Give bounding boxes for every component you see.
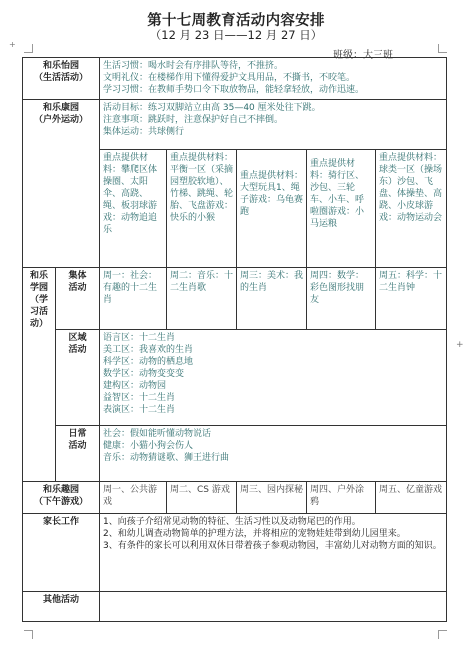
parents-line: 3、有条件的家长可以利用双休日带着孩子参观动物园，丰富幼儿对动物方面的知识。 xyxy=(103,541,442,551)
area-activity-content xyxy=(100,330,447,426)
sports-cell: 重点提供材料：球类一区（操场东）沙包、飞盘、体操垫、高跷、小皮球游戏：动物运动会 xyxy=(376,150,447,268)
sports-cell: 重点提供材料：骑行区、沙包、三轮车、小车、呼啦圈游戏：小马运粮 xyxy=(307,150,376,268)
area-line: 益智区：十二生肖 xyxy=(103,393,176,403)
other-content xyxy=(100,592,447,622)
daily-line: 社会：假如能听懂动物说话 xyxy=(103,429,212,439)
area-line: 语言区：十二生肖 xyxy=(103,333,176,343)
sports-cell: 重点提供材料：平衡一区（采摘园塑胶软地）、竹梯、跳绳、轮胎、飞盘游戏：快乐的小猴 xyxy=(167,150,237,268)
life-header: 和乐怡园 （生活活动） xyxy=(23,58,100,100)
group-activity-cell: 周三：美术：我的生肖 xyxy=(237,268,307,330)
sports-cell: 重点提供材料：大型玩具1、绳子游戏：乌龟赛跑 xyxy=(237,150,307,268)
area-line: 科学区：动物的栖息地 xyxy=(103,357,194,367)
game-cell: 周二、CS 游戏 xyxy=(167,482,237,514)
game-cell: 周三、园内探秘 xyxy=(237,482,307,514)
sports-header: 和乐康园 （户外运动） xyxy=(23,100,100,268)
game-cell: 周五、亿童游戏 xyxy=(376,482,447,514)
page-corner-mark xyxy=(24,44,33,53)
class-label: 班级：大三班 xyxy=(333,50,393,61)
daily-activity-content xyxy=(100,426,447,482)
daily-activity-header: 日常 活动 xyxy=(56,426,100,482)
group-activity-cell: 周一：社会：有趣的十二生肖 xyxy=(100,268,167,330)
sports-intro-row xyxy=(23,100,447,150)
group-activity-cell: 周五：科学：十二生肖钟 xyxy=(376,268,447,330)
parents-line: 1、向孩子介绍常见动物的特征、生活习性以及动物尾巴的作用。 xyxy=(103,517,361,527)
parents-content xyxy=(100,514,447,592)
sports-intro xyxy=(100,100,447,150)
life-line: 文明礼仪：在楼梯作用下懂得爱护文具用品，不撕书，不咬笔。 xyxy=(103,73,356,83)
group-activity-cell: 周四：数学：彩色图形找朋友 xyxy=(307,268,376,330)
area-line: 数学区：动物变变变 xyxy=(103,369,185,379)
daily-line: 音乐：动物猜谜歌、狮王进行曲 xyxy=(103,453,230,463)
sports-group: 集体运动：共球侧行 xyxy=(103,127,185,137)
parents-line: 2、和幼儿调查动物简单的护理方法，并将相应的宠物娃娃带到幼儿园里来。 xyxy=(103,529,406,539)
page-corner-mark xyxy=(24,630,33,639)
life-line: 学习习惯：在教师手势口令下取放物品，能轻拿轻放，动作迅速。 xyxy=(103,85,365,95)
parents-header: 家长工作 xyxy=(23,514,100,592)
games-row xyxy=(23,482,447,514)
life-line: 生活习惯：喝水时会有序排队等待，不推挤。 xyxy=(103,61,284,71)
learning-area-row xyxy=(23,330,447,426)
group-activity-header: 集体 活动 xyxy=(56,268,100,330)
life-content xyxy=(100,58,447,100)
other-header: 其他活动 xyxy=(23,592,100,622)
area-line: 建构区：动物园 xyxy=(103,381,167,391)
date-range: （12 月 23 日——12 月 27 日） xyxy=(149,28,323,42)
sports-note: 注意事项：跳跃时，注意保护好自己不摔倒。 xyxy=(103,115,284,125)
learning-daily-row xyxy=(23,426,447,482)
area-line: 表演区：十二生肖 xyxy=(103,405,176,415)
group-activity-cell: 周二：音乐：十二生肖歌 xyxy=(167,268,237,330)
layout-anchor-mark: + xyxy=(456,340,464,350)
daily-line: 健康：小猫小狗会伤人 xyxy=(103,441,194,451)
game-cell: 周四、户外涂鸦 xyxy=(307,482,376,514)
other-row xyxy=(23,592,447,622)
document-title: 第十七周教育活动内容安排 xyxy=(147,12,325,29)
page-corner-mark xyxy=(438,630,447,639)
area-line: 美工区：我喜欢的生肖 xyxy=(103,345,194,355)
schedule-table xyxy=(22,57,447,622)
game-cell: 周一、公共游戏 xyxy=(100,482,167,514)
learning-header: 和乐 学园 （学习活动） xyxy=(23,268,56,482)
layout-anchor-mark: + xyxy=(9,40,16,49)
learning-group-row xyxy=(23,268,447,330)
life-row xyxy=(23,58,447,100)
games-header: 和乐趣园 （下午游戏） xyxy=(23,482,100,514)
area-activity-header: 区域 活动 xyxy=(56,330,100,426)
sports-goal: 活动目标：练习双脚站立由高 35—40 厘米处往下跳。 xyxy=(103,103,321,113)
sports-cell: 重点提供材料：攀爬区体操圈、太阳伞、高跷、绳、板羽球游戏：动物追追乐 xyxy=(100,150,167,268)
parents-row xyxy=(23,514,447,592)
